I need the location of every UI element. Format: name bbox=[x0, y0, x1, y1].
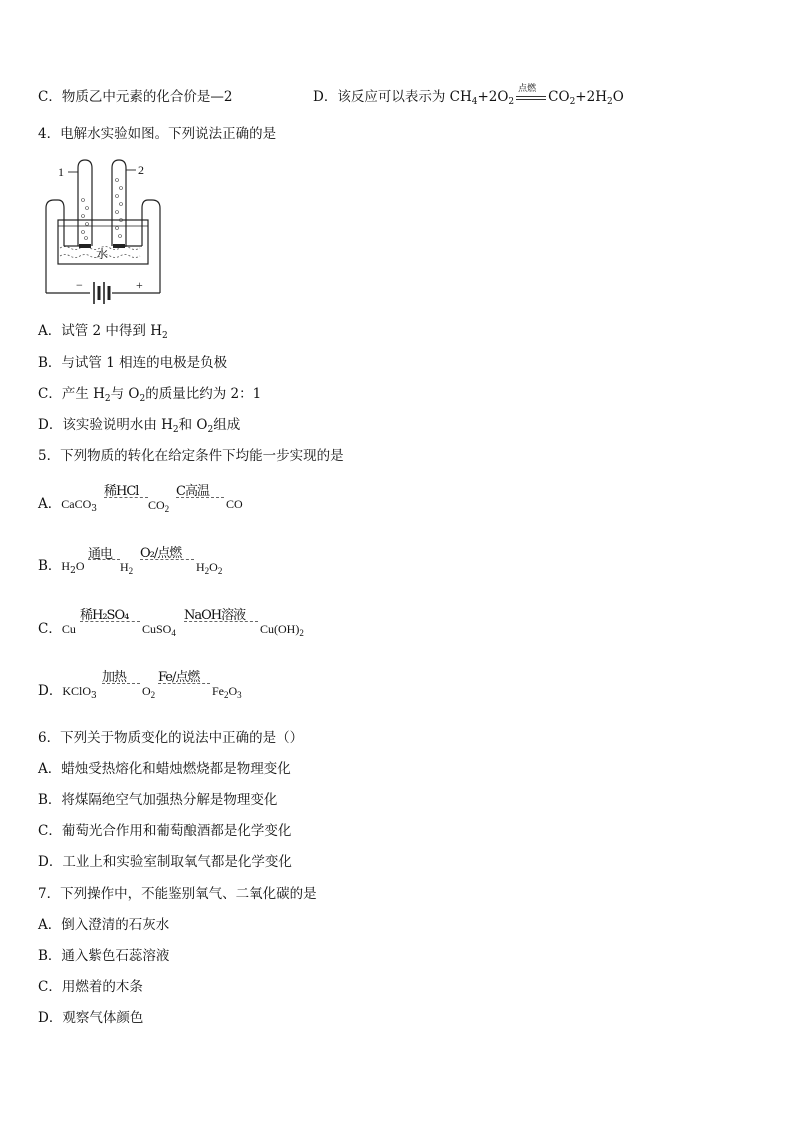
q3-d-sub2: 2 bbox=[508, 97, 515, 107]
q3-d-prefix: D．该反应可以表示为 CH bbox=[313, 89, 472, 105]
q5-b-s3-wrap bbox=[196, 558, 222, 576]
q7-option-a bbox=[38, 916, 169, 934]
q7-d-text: D．观察气体颜色 bbox=[38, 1010, 144, 1026]
q5-option-c bbox=[38, 620, 76, 638]
q5-c-arrow1 bbox=[80, 621, 140, 625]
q3-d-condition bbox=[514, 84, 548, 106]
q4-option-d bbox=[38, 416, 240, 434]
q5-b-s3: H bbox=[196, 560, 205, 574]
q5-c-s2sub: 4 bbox=[171, 628, 176, 638]
q5-a-s2sub: 2 bbox=[164, 504, 170, 514]
q5-d-s3sub: 2 bbox=[224, 690, 229, 700]
q4-d-c: 组成 bbox=[213, 417, 241, 433]
q5-b-s1: H bbox=[61, 559, 71, 573]
q5-c-arrow2 bbox=[184, 621, 258, 625]
q4-c-c: 的质量比约为 2：1 bbox=[145, 386, 262, 402]
q4-c-s2: 2 bbox=[139, 394, 146, 404]
q5-option-a bbox=[38, 495, 97, 513]
q5-b-s3b: O bbox=[209, 560, 218, 574]
q5-a-arrow2 bbox=[176, 497, 224, 501]
q5-d-arrow2 bbox=[158, 683, 210, 687]
q5-b-s1b: O bbox=[75, 559, 85, 573]
q5-a-s2: CO bbox=[148, 498, 165, 512]
q6-option-d bbox=[38, 853, 292, 871]
q4-d-a: D．该实验说明水由 H bbox=[38, 417, 173, 433]
q7-option-d bbox=[38, 1009, 143, 1027]
q5-d-s3: Fe bbox=[212, 684, 224, 698]
tube-label-1: 1 bbox=[58, 165, 64, 179]
q6-option-b bbox=[38, 791, 277, 809]
q5-d-cond2: Fe/点燃 bbox=[158, 670, 200, 685]
q5-c-s1: Cu bbox=[61, 622, 76, 636]
q4-d-s2: 2 bbox=[207, 425, 214, 435]
q5-a-label: A． bbox=[38, 496, 62, 512]
q5-option-b bbox=[38, 557, 85, 575]
q4-a-text: A．试管 2 中得到 H bbox=[38, 323, 162, 339]
q7-stem bbox=[38, 885, 317, 903]
q5-d-arrow1 bbox=[102, 683, 140, 687]
q6-c-text: C．葡萄光合作用和葡萄酿酒都是化学变化 bbox=[38, 823, 292, 839]
q6-d-text: D．工业上和实验室制取氧气都是化学变化 bbox=[38, 854, 292, 870]
q5-b-s2: H bbox=[120, 560, 129, 574]
q5-d-cond1: 加热 bbox=[102, 670, 127, 685]
q5-a-cond2: C高温 bbox=[176, 484, 209, 499]
q5-c-s2: CuSO bbox=[142, 622, 172, 636]
q5-b-arrow2 bbox=[140, 559, 194, 563]
q5-d-label: D． bbox=[38, 683, 63, 699]
q5-d-s1: KClO bbox=[62, 684, 91, 698]
q5-a-s1: CaCO bbox=[61, 497, 92, 511]
q3-d-plus: +2O bbox=[477, 89, 509, 105]
q6-option-a bbox=[38, 760, 291, 778]
q6-stem-text: 6．下列关于物质变化的说法中正确的是（） bbox=[38, 730, 304, 746]
tube-label-2: 2 bbox=[138, 163, 144, 177]
q4-d-b: 和 O bbox=[178, 417, 208, 433]
q5-d-s2-wrap bbox=[142, 682, 155, 700]
q3-d-o: O bbox=[612, 89, 624, 105]
q7-a-text: A．倒入澄清的石灰水 bbox=[38, 917, 170, 933]
q5-c-s3sub: 2 bbox=[299, 628, 304, 638]
q5-a-cond1: 稀HCl bbox=[104, 484, 139, 499]
q5-c-s3-wrap bbox=[260, 620, 304, 638]
q6-option-c bbox=[38, 822, 291, 840]
q4-stem bbox=[38, 125, 276, 143]
q5-a-s1sub: 3 bbox=[91, 504, 97, 514]
q4-option-c bbox=[38, 385, 261, 403]
electrolysis-diagram bbox=[38, 158, 168, 308]
q5-c-cond1: 稀H₂SO₄ bbox=[80, 608, 129, 623]
q5-stem-text: 5．下列物质的转化在给定条件下均能一步实现的是 bbox=[38, 448, 344, 464]
q7-stem-text: 7．下列操作中，不能鉴别氧气、二氧化碳的是 bbox=[38, 886, 317, 902]
q3-d-sub3: 2 bbox=[569, 97, 576, 107]
q3-d-co2: CO bbox=[548, 89, 570, 105]
q4-c-b: 与 O bbox=[110, 386, 140, 402]
q3-d-cond-text: 点燃 bbox=[518, 84, 537, 94]
q3-option-d bbox=[313, 84, 624, 107]
q5-b-s3sub2: 2 bbox=[217, 566, 223, 576]
q4-option-b bbox=[38, 354, 227, 372]
q5-b-cond2: O₂/点燃 bbox=[140, 546, 182, 561]
q5-d-s3sub2: 3 bbox=[237, 690, 242, 700]
plus-label: + bbox=[136, 278, 143, 292]
q7-b-text: B．通入紫色石蕊溶液 bbox=[38, 948, 170, 964]
q5-a-s2-wrap bbox=[148, 496, 169, 514]
q5-stem bbox=[38, 447, 344, 465]
q6-stem bbox=[38, 729, 303, 747]
q4-c-s1: 2 bbox=[104, 394, 111, 404]
q7-option-b bbox=[38, 947, 169, 965]
q5-c-s2-wrap bbox=[142, 620, 176, 638]
q6-b-text: B．将煤隔绝空气加强热分解是物理变化 bbox=[38, 792, 278, 808]
q5-d-s2: O bbox=[142, 684, 151, 698]
q5-c-label: C． bbox=[38, 621, 62, 637]
q5-b-s3sub: 2 bbox=[204, 566, 210, 576]
q5-c-s3: Cu(OH) bbox=[260, 622, 300, 636]
q6-a-text: A．蜡烛受热熔化和蜡烛燃烧都是物理变化 bbox=[38, 761, 291, 777]
q3-option-c bbox=[38, 88, 232, 106]
q4-stem-text: 4．电解水实验如图。下列说法正确的是 bbox=[38, 126, 277, 142]
q5-b-label: B． bbox=[38, 558, 62, 574]
q5-d-s2sub: 2 bbox=[150, 690, 156, 700]
q5-b-s2-wrap bbox=[120, 558, 133, 576]
q4-a-sub: 2 bbox=[162, 331, 168, 341]
q5-option-d bbox=[38, 682, 97, 700]
q4-option-a bbox=[38, 322, 168, 340]
q5-d-s1sub: 3 bbox=[91, 691, 97, 701]
q5-b-s1sub: 2 bbox=[70, 566, 76, 576]
q7-c-text: C．用燃着的木条 bbox=[38, 979, 143, 995]
q3-option-c-text: C．物质乙中元素的化合价是—2 bbox=[38, 89, 233, 105]
q7-option-c bbox=[38, 978, 143, 996]
q5-b-cond1: 通电 bbox=[88, 547, 113, 562]
q5-a-s3-wrap bbox=[226, 495, 243, 513]
minus-label: − bbox=[76, 278, 83, 292]
q5-c-cond2: NaOH溶液 bbox=[184, 608, 246, 623]
q3-d-sub1: 4 bbox=[471, 97, 478, 107]
q5-d-s3-wrap bbox=[212, 682, 242, 700]
q4-b-text: B．与试管 1 相连的电极是负极 bbox=[38, 355, 228, 371]
q5-a-arrow1 bbox=[104, 497, 148, 501]
q5-a-s3: CO bbox=[226, 497, 243, 511]
q5-b-s2sub: 2 bbox=[128, 566, 134, 576]
q5-d-s3b: O bbox=[228, 684, 238, 698]
q4-d-s1: 2 bbox=[172, 425, 179, 435]
q5-b-arrow1 bbox=[88, 559, 120, 563]
q3-d-sub4: 2 bbox=[606, 97, 613, 107]
q3-d-rest: +2H bbox=[575, 89, 607, 105]
water-label: 水 bbox=[96, 247, 109, 261]
q4-c-a: C．产生 H bbox=[38, 386, 105, 402]
